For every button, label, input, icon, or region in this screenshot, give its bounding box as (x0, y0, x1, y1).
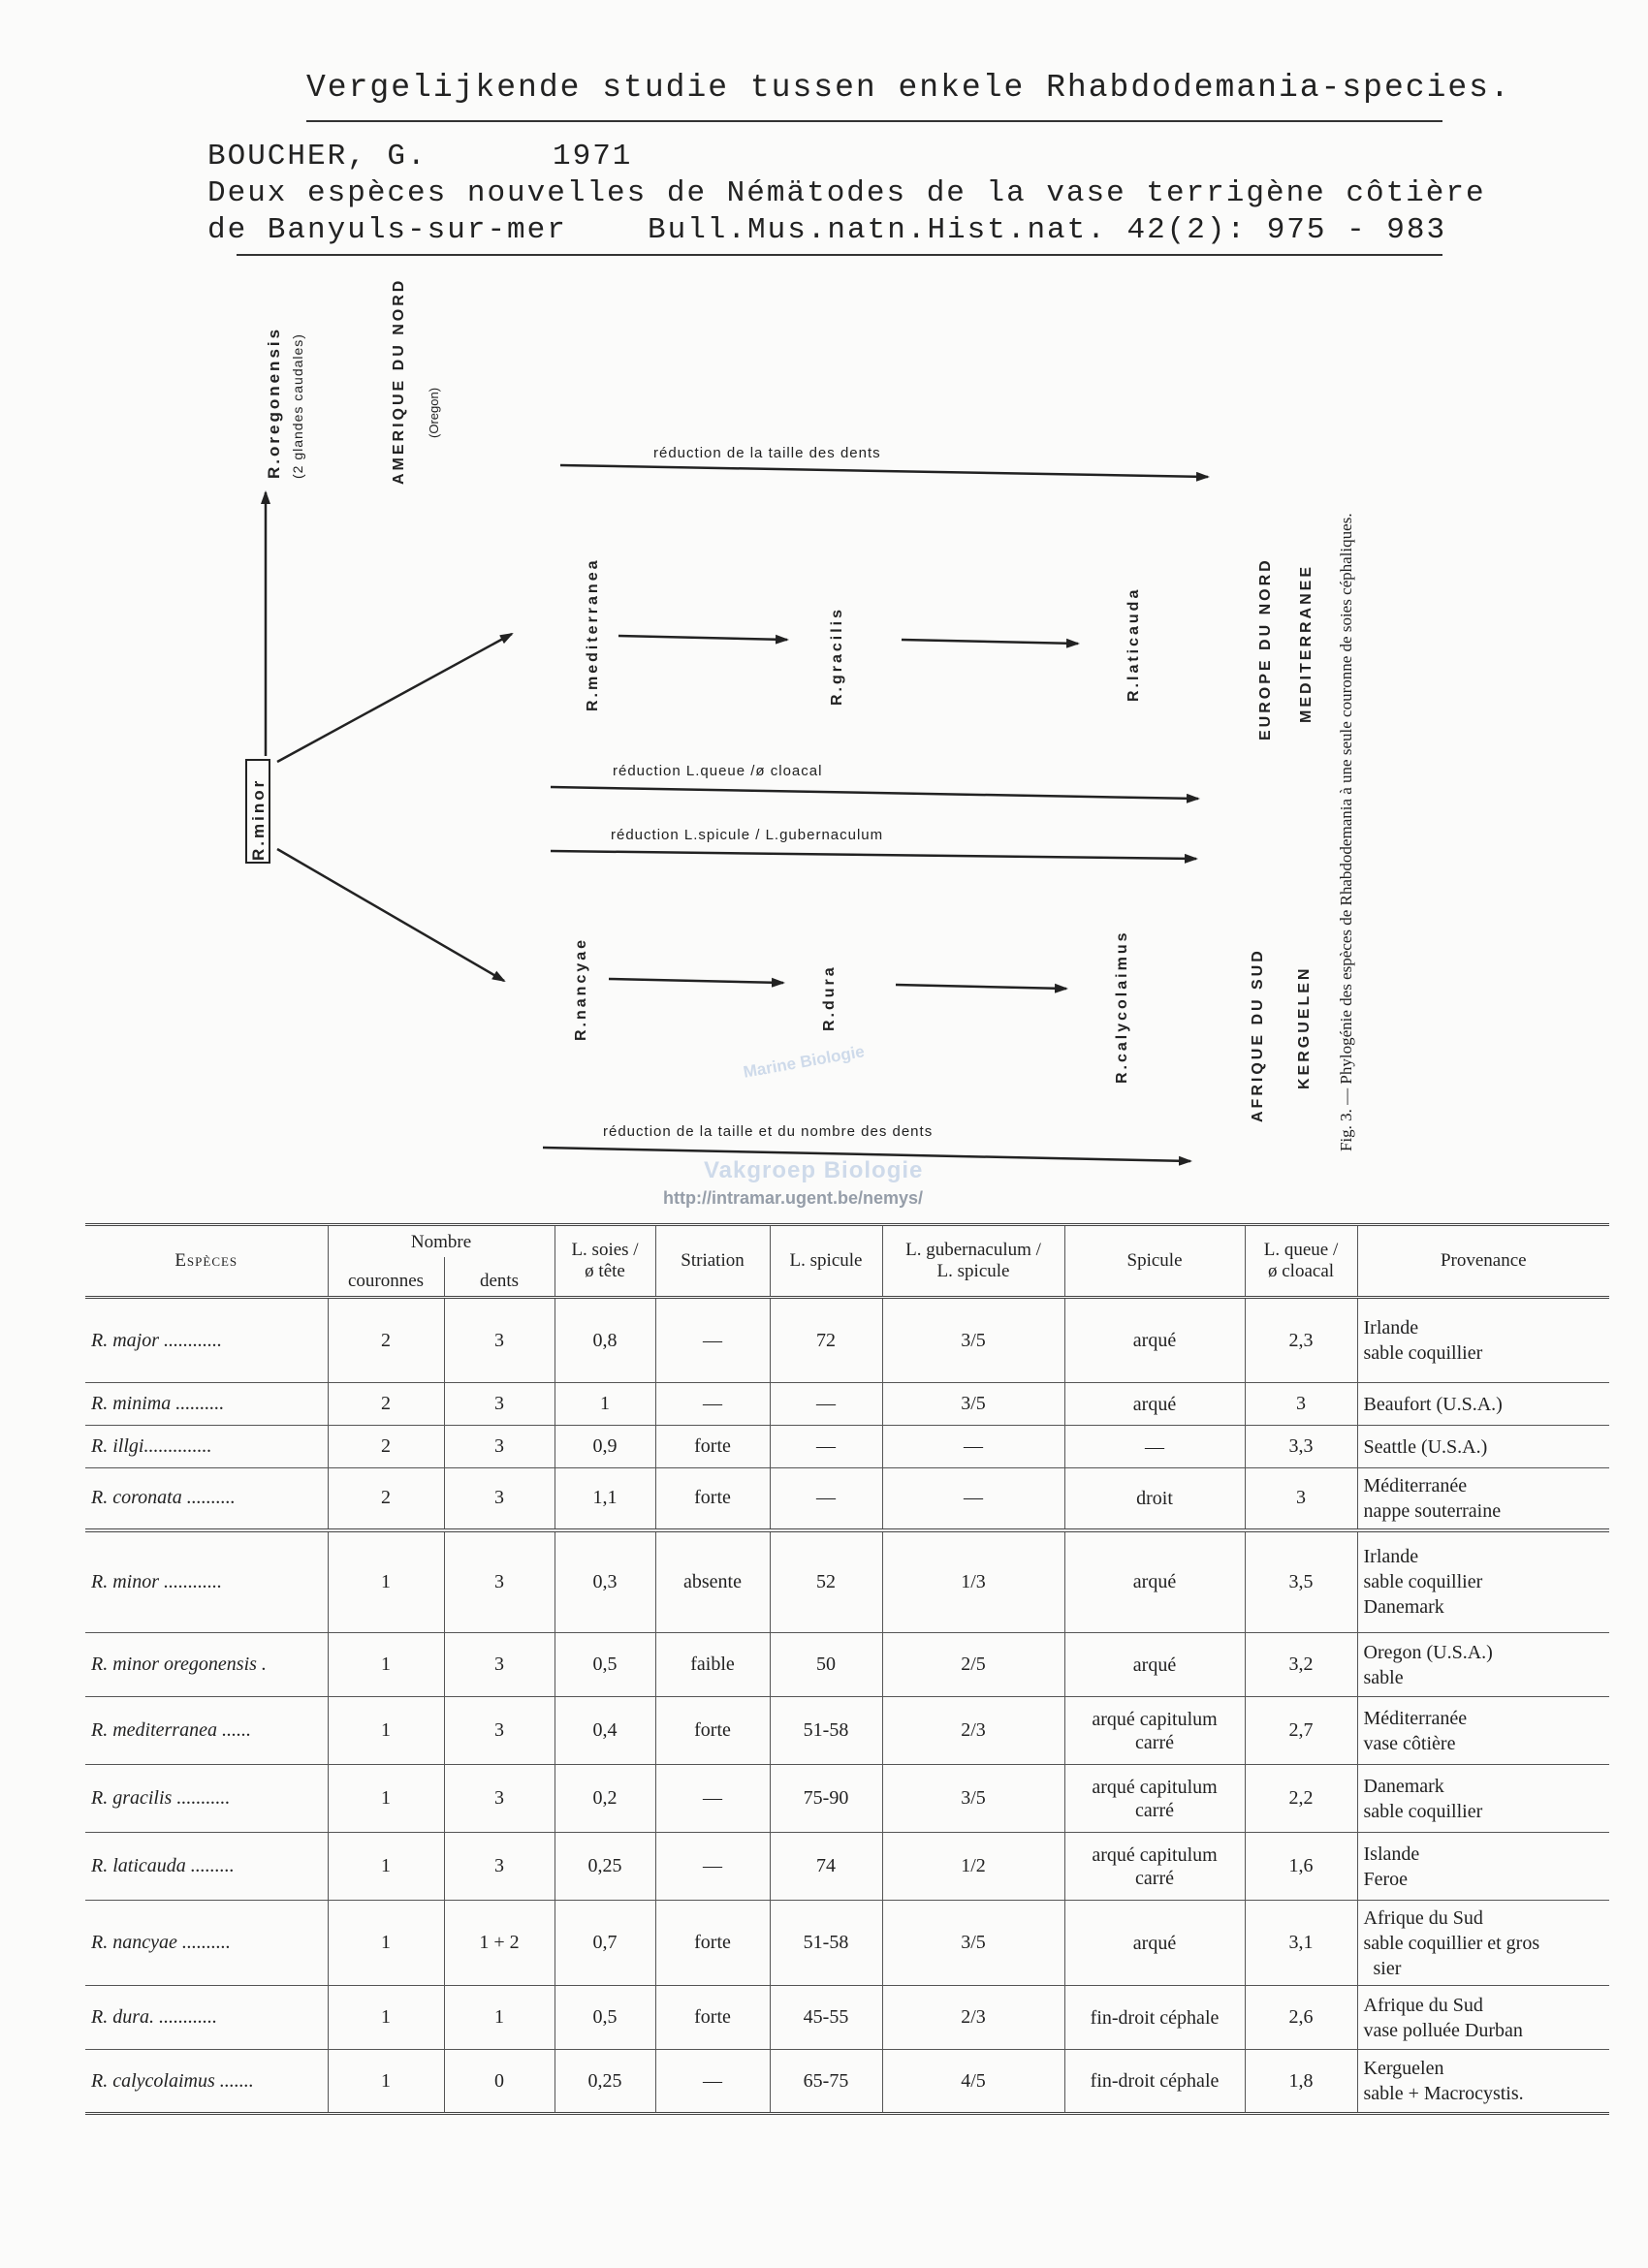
species-nancyae: R.nancyae (573, 936, 589, 1041)
cell-spicule: — (1064, 1426, 1245, 1468)
cell-spicule: arqué (1064, 1530, 1245, 1633)
cell-striation: forte (655, 1468, 770, 1530)
cell-striation: — (655, 2050, 770, 2114)
reduction-arrow-mid1 (551, 787, 1198, 799)
r-oregonensis-label: R.oregonensis (265, 326, 283, 479)
cell-spicule: fin-droit céphale (1064, 2050, 1245, 2114)
watermark-vakgroep: Vakgroep Biologie (704, 1157, 924, 1183)
cell-couronnes: 2 (328, 1298, 444, 1383)
cell-spicule-len: 52 (770, 1530, 882, 1633)
cell-queue: 2,7 (1245, 1697, 1357, 1765)
cell-dents: 3 (444, 1383, 555, 1426)
cell-spicule: arqué capitulum carré (1064, 1765, 1245, 1833)
cell-gub: 3/5 (882, 1383, 1064, 1426)
cell-striation: forte (655, 1986, 770, 2050)
cell-soies: 0,8 (555, 1298, 655, 1383)
cell-dents: 3 (444, 1530, 555, 1633)
cell-soies: 0,5 (555, 1633, 655, 1697)
header-gubernaculum (882, 1225, 1064, 1298)
cell-provenance: Seattle (U.S.A.) (1357, 1426, 1609, 1468)
cell-provenance: Danemark sable coquillier (1357, 1765, 1609, 1833)
reference-author: BOUCHER, G. (207, 140, 428, 173)
region-mediterranee: MEDITERRANEE (1298, 563, 1315, 723)
watermark-url: http://intramar.ugent.be/nemys/ (663, 1188, 924, 1208)
header-soies (555, 1225, 655, 1298)
cell-species: R. calycolaimus ....... (85, 2050, 328, 2114)
cell-soies: 0,7 (555, 1901, 655, 1986)
cell-striation: forte (655, 1697, 770, 1765)
cell-couronnes: 2 (328, 1383, 444, 1426)
cell-queue: 2,2 (1245, 1765, 1357, 1833)
cell-provenance: Irlande sable coquillier (1357, 1298, 1609, 1383)
cell-spicule-len: — (770, 1383, 882, 1426)
region-amerique-sub: (Oregon) (427, 387, 441, 438)
region-afrique-sud: AFRIQUE DU SUD (1250, 948, 1266, 1122)
header-gub-line2: L. spicule (936, 1261, 1010, 1281)
arrow-label-top: réduction de la taille des dents (653, 445, 881, 461)
cell-species: R. major ............ (85, 1298, 328, 1383)
cell-couronnes: 1 (328, 2050, 444, 2114)
table-row (85, 1468, 1609, 1530)
cell-gub: 1/3 (882, 1530, 1064, 1633)
cell-soies: 0,5 (555, 1986, 655, 2050)
table-row (85, 1901, 1609, 1986)
table-row (85, 1633, 1609, 1697)
reference-year: 1971 (553, 140, 633, 173)
arrow-nancyae-dura (609, 979, 783, 983)
region-amerique-nord: AMERIQUE DU NORD (391, 277, 407, 485)
species-gracilis: R.gracilis (829, 606, 845, 706)
cell-spicule: arqué capitulum carré (1064, 1833, 1245, 1901)
species-laticauda: R.laticauda (1125, 586, 1142, 702)
figure-caption: Fig. 3. — Phylogénie des espèces de Rhabdodemania à une seule couronne de soies céphaliques. (1337, 513, 1355, 1151)
reduction-arrow-top (560, 465, 1208, 477)
cell-soies: 1,1 (555, 1468, 655, 1530)
cell-dents: 3 (444, 1468, 555, 1530)
header-couronnes: couronnes (328, 1257, 444, 1298)
table-row (85, 1426, 1609, 1468)
cell-soies: 0,25 (555, 2050, 655, 2114)
reduction-arrow-mid2 (551, 851, 1196, 859)
cell-species: R. dura. ............ (85, 1986, 328, 2050)
cell-provenance: Oregon (U.S.A.) sable (1357, 1633, 1609, 1697)
species-table-body (85, 1298, 1609, 2114)
cell-queue: 2,6 (1245, 1986, 1357, 2050)
cell-species: R. illgi.............. (85, 1426, 328, 1468)
branch-lower (277, 849, 504, 981)
cell-queue: 3,1 (1245, 1901, 1357, 1986)
cell-dents: 1 + 2 (444, 1901, 555, 1986)
cell-couronnes: 1 (328, 1986, 444, 2050)
cell-gub: 3/5 (882, 1298, 1064, 1383)
reference-title-line1: Deux espèces nouvelles de Némätodes de la vase terrigène côtière (207, 176, 1486, 210)
cell-striation: forte (655, 1901, 770, 1986)
table-row (85, 1765, 1609, 1833)
header-spicule: Spicule (1064, 1225, 1245, 1298)
cell-spicule-len: 51-58 (770, 1697, 882, 1765)
arrow-label-bottom: réduction de la taille et du nombre des dents (603, 1123, 934, 1140)
cell-striation: — (655, 1765, 770, 1833)
table-row (85, 1833, 1609, 1901)
table-row (85, 2050, 1609, 2114)
header-striation: Striation (655, 1225, 770, 1298)
cell-gub: 2/3 (882, 1986, 1064, 2050)
cell-provenance: Afrique du Sud vase polluée Durban (1357, 1986, 1609, 2050)
cell-species: R. minor oregonensis . (85, 1633, 328, 1697)
reference-title-line2: de Banyuls-sur-mer (207, 213, 567, 247)
cell-soies: 1 (555, 1383, 655, 1426)
cell-dents: 3 (444, 1633, 555, 1697)
cell-provenance: Kerguelen sable + Macrocystis. (1357, 2050, 1609, 2114)
cell-spicule-len: 65-75 (770, 2050, 882, 2114)
cell-species: R. nancyae .......... (85, 1901, 328, 1986)
cell-couronnes: 2 (328, 1468, 444, 1530)
cell-dents: 3 (444, 1765, 555, 1833)
cell-spicule: droit (1064, 1468, 1245, 1530)
cell-species: R. laticauda ......... (85, 1833, 328, 1901)
cell-gub: 2/3 (882, 1697, 1064, 1765)
cell-soies: 0,4 (555, 1697, 655, 1765)
header-queue-line2: ø cloacal (1267, 1261, 1335, 1281)
cell-queue: 3,3 (1245, 1426, 1357, 1468)
cell-gub: 2/5 (882, 1633, 1064, 1697)
cell-striation: — (655, 1383, 770, 1426)
arrow-dura-calycolaimus (896, 985, 1066, 989)
species-calycolaimus: R.calycolaimus (1114, 929, 1130, 1084)
cell-spicule: arqué capitulum carré (1064, 1697, 1245, 1765)
cell-dents: 3 (444, 1833, 555, 1901)
region-kerguelen: KERGUELEN (1296, 965, 1313, 1089)
cell-provenance: Méditerranée vase côtière (1357, 1697, 1609, 1765)
cell-spicule: arqué (1064, 1383, 1245, 1426)
branch-upper (277, 634, 512, 762)
cell-soies: 0,2 (555, 1765, 655, 1833)
cell-queue: 2,3 (1245, 1298, 1357, 1383)
header-queue (1245, 1225, 1357, 1298)
cell-gub: 1/2 (882, 1833, 1064, 1901)
header-gub-line1: L. gubernaculum / (905, 1240, 1041, 1260)
cell-gub: 3/5 (882, 1901, 1064, 1986)
cell-couronnes: 1 (328, 1901, 444, 1986)
cell-spicule-len: — (770, 1426, 882, 1468)
header-dents: dents (444, 1257, 555, 1298)
table-row (85, 1383, 1609, 1426)
cell-queue: 1,6 (1245, 1833, 1357, 1901)
cell-striation: faible (655, 1633, 770, 1697)
cell-queue: 3,5 (1245, 1530, 1357, 1633)
watermark-marine-biologie: Marine Biologie (742, 1042, 867, 1082)
cell-provenance: Irlande sable coquillier Danemark (1357, 1530, 1609, 1633)
cell-soies: 0,25 (555, 1833, 655, 1901)
header-provenance: Provenance (1357, 1225, 1609, 1298)
cell-species: R. minor ............ (85, 1530, 328, 1633)
cell-species: R. coronata .......... (85, 1468, 328, 1530)
cell-queue: 3 (1245, 1468, 1357, 1530)
cell-provenance: Afrique du Sud sable coquillier et gros sier (1357, 1901, 1609, 1986)
cell-dents: 0 (444, 2050, 555, 2114)
cell-couronnes: 2 (328, 1426, 444, 1468)
header-spicule-length: L. spicule (770, 1225, 882, 1298)
arrow-gracilis-laticauda (902, 640, 1078, 644)
cell-spicule-len: 50 (770, 1633, 882, 1697)
cell-soies: 0,9 (555, 1426, 655, 1468)
cell-queue: 1,8 (1245, 2050, 1357, 2114)
document-title: Vergelijkende studie tussen enkele Rhabdodemania-species. (306, 70, 1511, 106)
cell-queue: 3,2 (1245, 1633, 1357, 1697)
cell-species: R. minima .......... (85, 1383, 328, 1426)
cell-gub: 4/5 (882, 2050, 1064, 2114)
cell-provenance: Islande Feroe (1357, 1833, 1609, 1901)
table-row (85, 1697, 1609, 1765)
cell-couronnes: 1 (328, 1697, 444, 1765)
table-row (85, 1530, 1609, 1633)
cell-striation: absente (655, 1530, 770, 1633)
cell-spicule: arqué (1064, 1901, 1245, 1986)
arrow-label-mid2: réduction L.spicule / L.gubernaculum (611, 827, 884, 843)
header-soies-line2: ø tête (585, 1261, 625, 1281)
cell-provenance: Beaufort (U.S.A.) (1357, 1383, 1609, 1426)
header-nombre: Nombre (328, 1225, 555, 1258)
species-mediterranea: R.mediterranea (585, 557, 601, 711)
cell-spicule: arqué (1064, 1298, 1245, 1383)
cell-spicule-len: 72 (770, 1298, 882, 1383)
cell-dents: 3 (444, 1426, 555, 1468)
cell-spicule: arqué (1064, 1633, 1245, 1697)
cell-spicule-len: 51-58 (770, 1901, 882, 1986)
species-dura: R.dura (821, 964, 838, 1031)
cell-striation: forte (655, 1426, 770, 1468)
cell-couronnes: 1 (328, 1833, 444, 1901)
cell-spicule-len: 45-55 (770, 1986, 882, 2050)
region-europe-nord: EUROPE DU NORD (1257, 557, 1274, 740)
arrow-label-mid1: réduction L.queue /ø cloacal (613, 763, 823, 779)
r-oregonensis-note: (2 glandes caudales) (290, 333, 305, 479)
cell-queue: 3 (1245, 1383, 1357, 1426)
cell-spicule-len: — (770, 1468, 882, 1530)
cell-couronnes: 1 (328, 1530, 444, 1633)
species-table (85, 1223, 1609, 2115)
header-soies-line1: L. soies / (571, 1240, 639, 1260)
reference-journal: Bull.Mus.natn.Hist.nat. 42(2): 975 - 983 (648, 213, 1447, 247)
cell-species: R. gracilis ........... (85, 1765, 328, 1833)
r-minor-label: R.minor (249, 777, 268, 861)
cell-couronnes: 1 (328, 1633, 444, 1697)
cell-soies: 0,3 (555, 1530, 655, 1633)
table-row (85, 1298, 1609, 1383)
cell-striation: — (655, 1833, 770, 1901)
table-row (85, 1986, 1609, 2050)
arrow-mediterranea-gracilis (618, 636, 787, 640)
header-especes: Espèces (85, 1225, 328, 1298)
cell-provenance: Méditerranée nappe souterraine (1357, 1468, 1609, 1530)
cell-spicule-len: 75-90 (770, 1765, 882, 1833)
cell-gub: — (882, 1426, 1064, 1468)
cell-species: R. mediterranea ...... (85, 1697, 328, 1765)
cell-dents: 3 (444, 1697, 555, 1765)
cell-striation: — (655, 1298, 770, 1383)
cell-dents: 3 (444, 1298, 555, 1383)
cell-gub: 3/5 (882, 1765, 1064, 1833)
cell-gub: — (882, 1468, 1064, 1530)
cell-spicule-len: 74 (770, 1833, 882, 1901)
header-queue-line1: L. queue / (1263, 1240, 1339, 1260)
cell-dents: 1 (444, 1986, 555, 2050)
cell-spicule: fin-droit céphale (1064, 1986, 1245, 2050)
cell-couronnes: 1 (328, 1765, 444, 1833)
